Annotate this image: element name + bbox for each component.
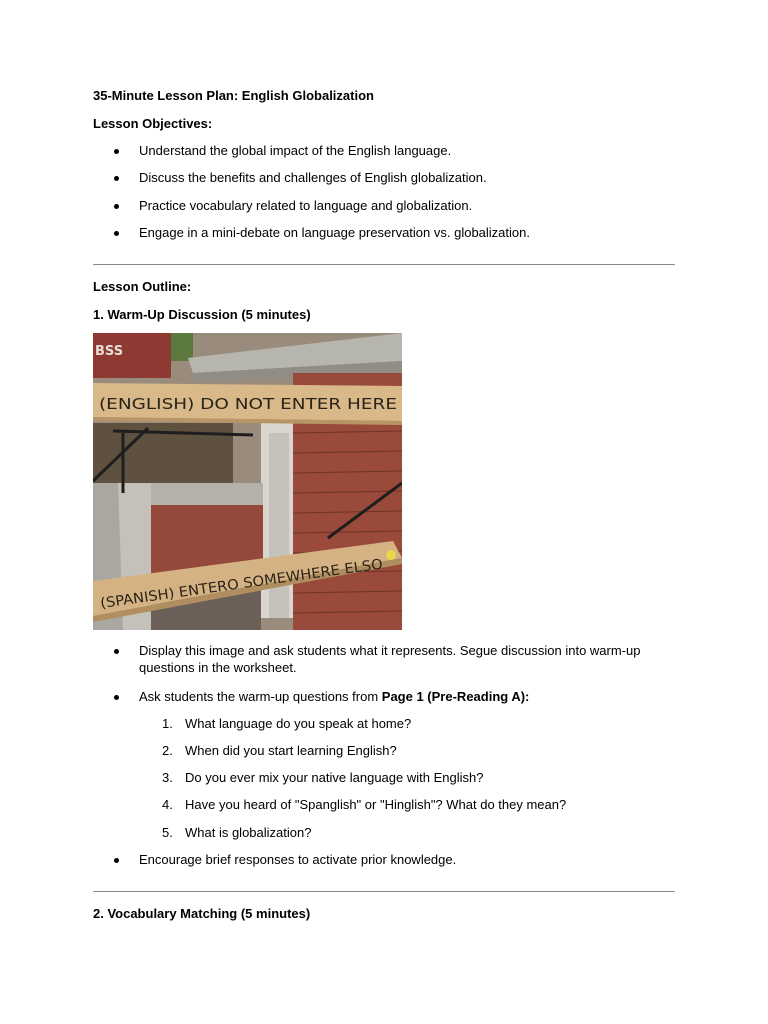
bullet-icon	[114, 204, 119, 209]
bullet-icon	[114, 695, 119, 700]
objectives-heading: Lesson Objectives:	[93, 116, 213, 131]
bullet-icon	[114, 231, 119, 236]
outline-heading: Lesson Outline:	[93, 279, 192, 294]
divider	[93, 891, 675, 892]
sign-top-text: (ENGLISH) DO NOT ENTER HERE	[99, 395, 397, 413]
section2-heading: 2. Vocabulary Matching (5 minutes)	[93, 906, 311, 921]
bullet-icon	[114, 858, 119, 863]
sign-photo	[93, 333, 402, 630]
bullet-icon	[114, 149, 119, 154]
container-text: BSS	[95, 344, 124, 359]
document-title: 35-Minute Lesson Plan: English Globalization	[93, 88, 374, 103]
section1-heading: 1. Warm-Up Discussion (5 minutes)	[93, 307, 311, 322]
bullet-icon	[114, 649, 119, 654]
sign-bottom-text: (SPANISH) ENTERO SOMEWHERE ELSO	[99, 558, 370, 612]
bullet-icon	[114, 176, 119, 181]
divider	[93, 264, 675, 265]
